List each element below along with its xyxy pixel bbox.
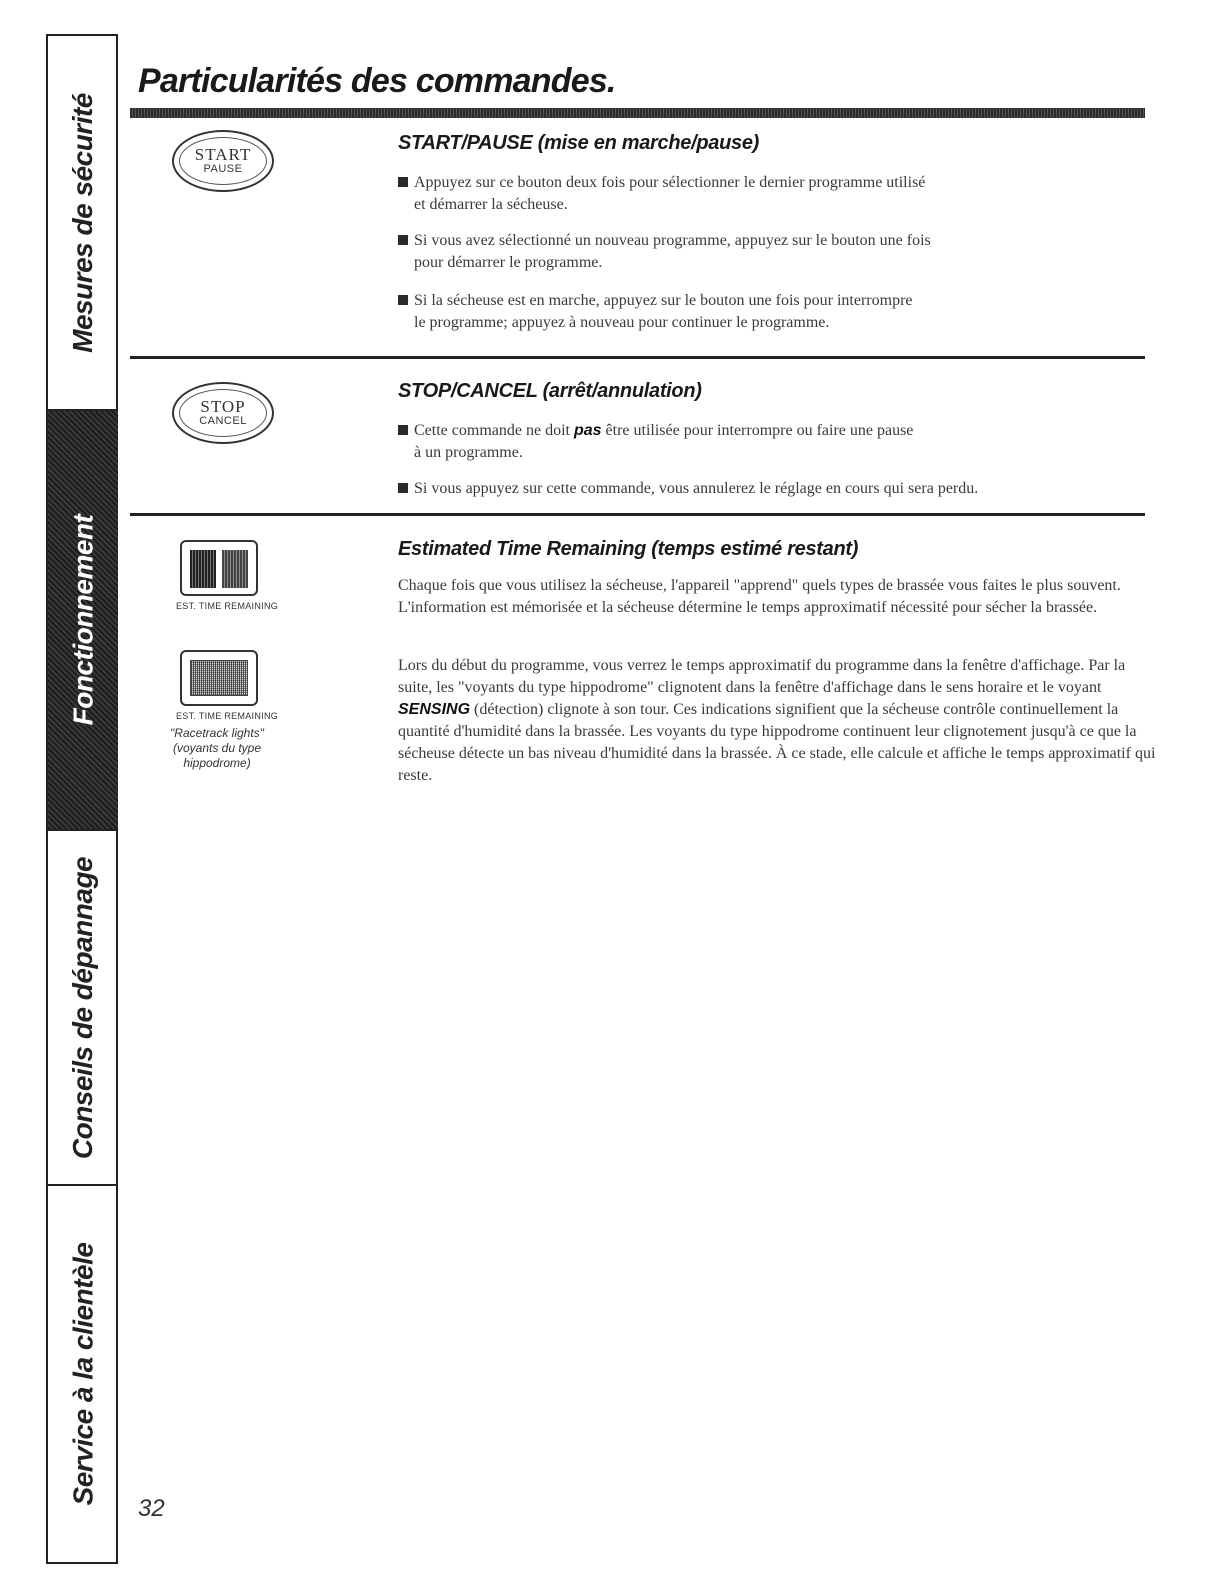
bullet-square-icon [398, 483, 408, 493]
title-divider [130, 108, 1145, 118]
start-pause-bullet: Si la sécheuse est en marche, appuyez sur le bouton une fois pour interrompre le programme; appuyez à nouveau pour continuer le programme. [398, 290, 1138, 334]
tab-service-a-la-clientele[interactable] [48, 1186, 118, 1562]
tab-mesures-de-securite[interactable] [48, 36, 118, 411]
section-divider [130, 356, 1145, 359]
button-label-pause: PAUSE [203, 163, 243, 175]
button-label-stop: STOP [200, 397, 246, 416]
tab-label: Conseils de dépannage [67, 856, 98, 1159]
page-number: 32 [138, 1495, 165, 1522]
display-caption: EST. TIME REMAINING [176, 711, 279, 721]
stop-cancel-bullet: Si vous appuyez sur cette commande, vous annulerez le réglage en cours qui sera perdu. [398, 478, 1138, 500]
display-caption: EST. TIME REMAINING [176, 601, 279, 611]
button-label-cancel: CANCEL [199, 415, 247, 427]
stop-cancel-button-illustration [172, 382, 274, 444]
start-pause-bullet: Appuyez sur ce bouton deux fois pour sélectionner le dernier programme utilisé et démarrer la sécheuse. [398, 172, 1138, 216]
tab-label: Mesures de sécurité [67, 92, 98, 353]
tab-label: Fonctionnement [67, 514, 99, 726]
stop-cancel-heading: STOP/CANCEL (arrêt/annulation) [398, 380, 702, 402]
emphasis-sensing: SENSING [398, 701, 471, 718]
etr-paragraph-2: Lors du début du programme, vous verrez le temps approximatif du programme dans la fenêtre d'affichage. Par la suite, les "voyants du type hippodrome" clignotent dans la fenêtre d'affichage dans le sens horaire et le voyant SENSING (détection) clignote à son tour. Ces indications signifient que la sécheuse contrôle continuellement la quantité d'humidité dans la brassée. Les voyants du type hippodrome continuent leur clignotement jusqu'à ce que la sécheuse détecte un bas niveau d'humidité dans la brassée. À ce stade, elle calcule et affiche le temps approximatif qui reste. [398, 657, 1156, 784]
start-pause-button-illustration [172, 130, 274, 192]
time-remaining-display-racetrack-icon [180, 650, 258, 706]
tab-label: Service à la clientèle [67, 1242, 98, 1506]
racetrack-lights-note: "Racetrack lights" (voyants du type hippodrome) [170, 726, 264, 770]
bullet-square-icon [398, 235, 408, 245]
bullet-square-icon [398, 177, 408, 187]
emphasis-pas: pas [573, 422, 602, 439]
bullet-square-icon [398, 295, 408, 305]
stop-cancel-bullet: Cette commande ne doit pas être utilisée pour interrompre ou faire une pause à un programme. [398, 420, 1138, 464]
time-remaining-display-digits-icon [180, 540, 258, 596]
start-pause-bullet: Si vous avez sélectionné un nouveau programme, appuyez sur le bouton une fois pour démarrer le programme. [398, 230, 1138, 274]
tab-fonctionnement[interactable] [48, 411, 118, 831]
section-divider [130, 513, 1145, 516]
bullet-square-icon [398, 425, 408, 435]
sidebar-tabs [46, 34, 118, 1564]
start-pause-heading: START/PAUSE (mise en marche/pause) [398, 132, 760, 154]
page-title: Particularités des commandes. [138, 62, 616, 100]
etr-paragraph-1: Chaque fois que vous utilisez la sécheuse, l'appareil "apprend" quels types de brassée vous faites le plus souvent. L'information est mémorisée et la sécheuse détermine le temps approximatif nécessité pour sécher la brassée. [398, 577, 1121, 616]
tab-conseils-de-depannage[interactable] [48, 831, 118, 1186]
button-label-start: START [194, 145, 252, 164]
estimated-time-remaining-heading: Estimated Time Remaining (temps estimé restant) [398, 538, 859, 560]
